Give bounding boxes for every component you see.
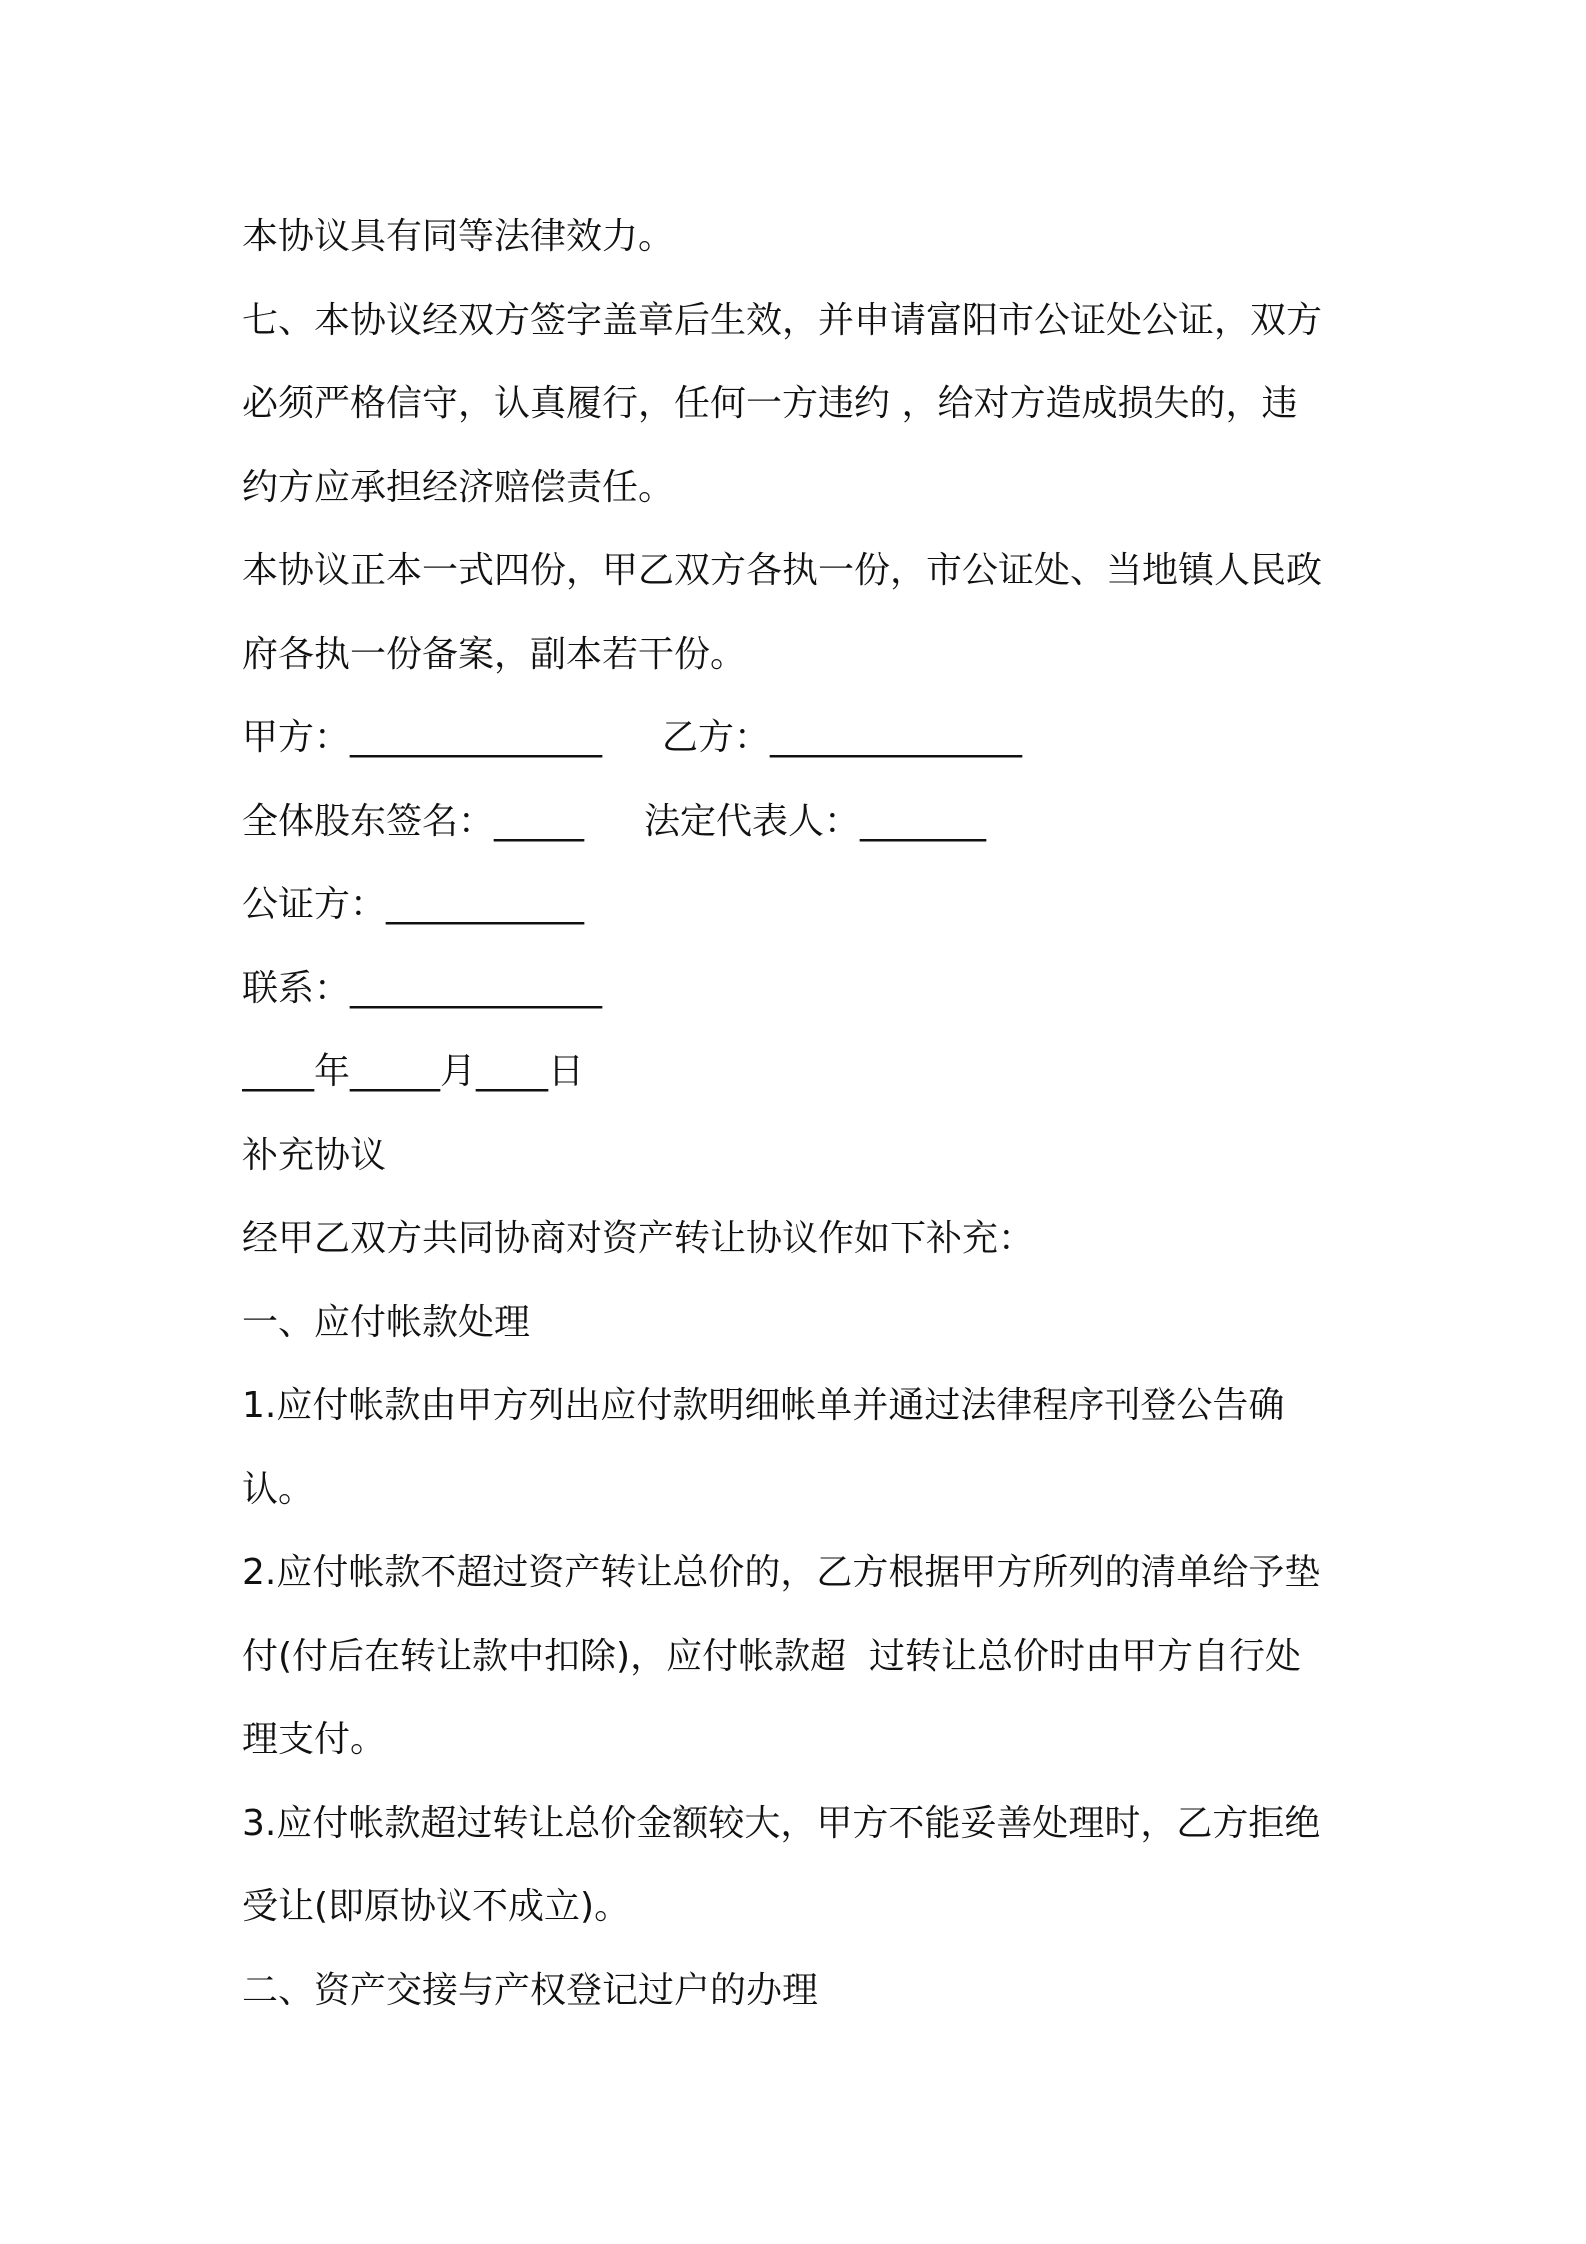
paragraph-line: 理支付。 — [242, 1719, 387, 1760]
section-heading: 一、应付帐款处理 — [242, 1301, 531, 1343]
date-field: ____年_____月____日 — [242, 1051, 584, 1092]
paragraph-line: 七、本协议经双方签字盖章后生效，并申请富阳市公证处公证，双方 — [242, 299, 1323, 341]
document-body — [242, 195, 1362, 2032]
paragraph-line: 受让(即原协议不成立)。 — [242, 1886, 631, 1927]
paragraph-line: 1.应付帐款由甲方列出应付款明细帐单并通过法律程序刊登公告确 — [242, 1385, 1285, 1426]
notary-field: 公证方：___________ — [242, 884, 585, 925]
supplement-title: 补充协议 — [242, 1134, 387, 1176]
paragraph-line: 必须严格信守，认真履行，任何一方违约 ，给对方造成损失的，违 — [242, 383, 1298, 424]
paragraph-line: 经甲乙双方共同协商对资产转让协议作如下补充： — [242, 1218, 1035, 1259]
legal-representative-field: 法定代表人：_______ — [644, 800, 987, 842]
paragraph-line: 3.应付帐款超过转让总价金额较大，甲方不能妥善处理时，乙方拒绝 — [242, 1802, 1321, 1844]
paragraph-line: 本协议正本一式四份，甲乙双方各执一份，市公证处、当地镇人民政 — [242, 550, 1323, 591]
paragraph-line: 本协议具有同等法律效力。 — [242, 216, 675, 257]
shareholders-signature-field: 全体股东签名：_____ — [242, 800, 585, 842]
paragraph-line: 认。 — [242, 1468, 315, 1510]
contact-field: 联系：______________ — [242, 967, 603, 1009]
paragraph-line: 府各执一份备案，副本若干份。 — [242, 633, 747, 675]
party-a-signature-field: 甲方：______________ — [242, 717, 603, 758]
signature-row-parties — [242, 696, 1362, 780]
paragraph-line: 付(付后在转让款中扣除)，应付帐款超 过转让总价时由甲方自行处 — [242, 1635, 1301, 1677]
signature-row-shareholders — [242, 780, 1362, 864]
paragraph-line: 2.应付帐款不超过资产转让总价的，乙方根据甲方所列的清单给予垫 — [242, 1552, 1321, 1593]
party-b-signature-field: 乙方：______________ — [662, 717, 1023, 758]
section-heading: 二、资产交接与产权登记过户的办理 — [242, 1969, 819, 2011]
paragraph-line: 约方应承担经济赔偿责任。 — [242, 466, 675, 508]
